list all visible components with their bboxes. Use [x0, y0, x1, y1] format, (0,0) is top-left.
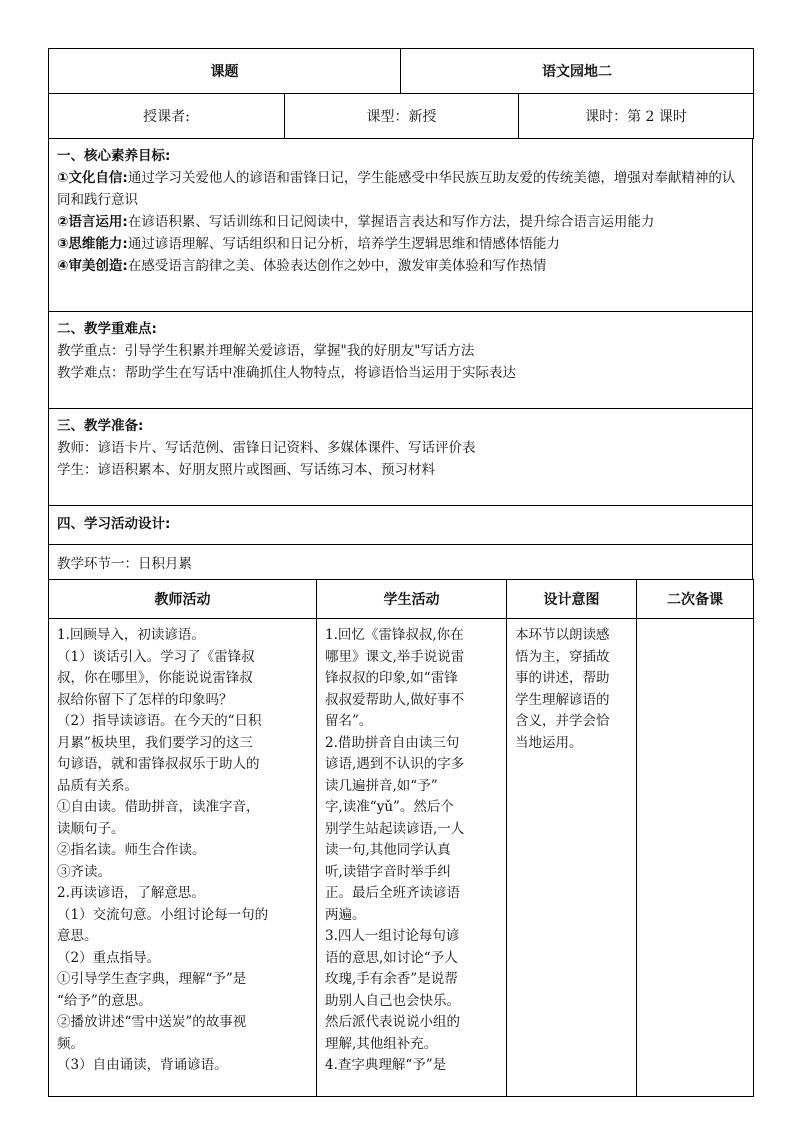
text-line: ①自由读。借助拼音，读准字音， [57, 799, 260, 815]
core-item: ①文化自信:通过学习关爱他人的谚语和雷锋日记，学生能感受中华民族互助友爱的传统美德，增强对奉献精神的认同和践行意识 [57, 170, 736, 208]
text-line: ②指名读。师生合作读。 [57, 842, 206, 858]
text-line: 1.回忆《雷锋叔叔,你在 [325, 627, 464, 643]
text-line: 理解,其他组补充。 [325, 1035, 438, 1052]
activity-table [48, 579, 754, 1097]
text-line: ①引导学生查字典，理解“予”是 [57, 971, 247, 987]
text-line: “给予”的意思。 [57, 992, 152, 1009]
key-point-line: 教学重点：引导学生积累并理解关爱谚语，掌握"我的好朋友"写话方法 [57, 343, 475, 359]
student-activity-text [325, 625, 498, 1077]
text-line: ③齐读。 [57, 863, 111, 880]
student-activity-cell [317, 619, 507, 1097]
design-intent-text [515, 625, 628, 754]
student-prep-line: 学生：谚语积累本、好朋友照片或图画、写话练习本、预习材料 [57, 462, 435, 478]
teacher-activity-cell [49, 619, 317, 1097]
teacher-activity-text [57, 625, 308, 1077]
segment-title: 教学环节一：日积月累 [49, 545, 753, 580]
text-line: ②播放讲述“雪中送炭”的故事视 [57, 1014, 247, 1030]
text-line: 读顺句子。 [57, 820, 125, 837]
text-line: 助别人自己也会快乐。 [325, 992, 460, 1009]
text-line: 悟为主，穿插故 [515, 648, 610, 665]
text-line: 然后派代表说说小组的 [325, 1014, 460, 1030]
teacher-prep-line: 教师：谚语卡片、写话范例、雷锋日记资料、多媒体课件、写话评价表 [57, 440, 476, 456]
text-line: 读几遍拼音,如“予” [325, 777, 438, 794]
text-line: 2.再读谚语，了解意思。 [57, 885, 205, 901]
lesson-plan [48, 48, 753, 1097]
text-line: 学生理解谚语的 [515, 691, 610, 708]
core-literacy-section [49, 139, 753, 312]
design-intent-cell [507, 619, 637, 1097]
text-line: 别学生站起读谚语,一人 [325, 820, 465, 837]
second-prep-header: 二次备课 [637, 580, 754, 619]
core-item: ④审美创造:在感受语言韵律之美、体验表达创作之妙中，激发审美体验和写作热情 [57, 258, 547, 274]
text-line: （2）指导读谚语。在今天的“日积 [57, 713, 262, 729]
second-prep-cell [637, 619, 754, 1097]
text-line: 含义，并学会恰 [515, 713, 610, 729]
text-line: 品质有关系。 [57, 777, 138, 794]
text-line: 正。最后全班齐读谚语 [325, 885, 460, 901]
key-points-title: 二、教学重难点: [57, 321, 157, 337]
student-activity-header: 学生活动 [317, 580, 507, 619]
text-line: 本环节以朗读感 [515, 627, 610, 643]
text-line: 频。 [57, 1035, 84, 1052]
difficult-point-line: 教学难点：帮助学生在写话中准确抓住人物特点，将谚语恰当运用于实际表达 [57, 365, 516, 381]
lesson-type: 课型：新授 [285, 94, 519, 139]
text-line: 留名”。 [325, 713, 373, 729]
text-line: （1）谈话引入。学习了《雷锋叔 [57, 648, 255, 665]
design-intent-header: 设计意图 [507, 580, 637, 619]
preparation-section [49, 409, 753, 506]
text-line: 意思。 [57, 928, 98, 944]
text-line: 2.借助拼音自由读三句 [325, 734, 460, 751]
text-line: 锋叔叔的印象,如“雷锋 [325, 670, 458, 686]
text-line: 事的讲述，帮助 [515, 670, 610, 686]
text-line: 字,读准“yǔ”。然后个 [325, 799, 454, 815]
design-section [49, 506, 753, 545]
text-line: 4.查字典理解“予”是 [325, 1057, 447, 1073]
preparation-title: 三、教学准备: [57, 418, 144, 434]
text-line: 听,读错字音时举手纠 [325, 863, 451, 880]
core-item: ②语言运用:在谚语积累、写话训练和日记阅读中，掌握语言表达和写作方法，提升综合语言运用能力 [57, 214, 655, 230]
text-line: 当地运用。 [515, 734, 583, 751]
topic-label: 课题 [49, 49, 401, 94]
sections-table [48, 138, 753, 580]
lesson-hours: 课时：第 2 课时 [519, 94, 754, 139]
text-line: 哪里》课文,举手说说雷 [325, 648, 465, 665]
text-line: （1）交流句意。小组讨论每一句的 [57, 906, 269, 923]
text-line: 1.回顾导入，初读谚语。 [57, 627, 205, 643]
text-line: 两遍。 [325, 906, 366, 923]
text-line: 谚语,遇到不认识的字多 [325, 756, 465, 772]
teacher-label: 授课者: [49, 94, 285, 139]
text-line: 月累”板块里，我们要学习的这三 [57, 734, 253, 751]
core-literacy-title: 一、核心素养目标: [57, 148, 171, 164]
text-line: 3.四人一组讨论每句谚 [325, 928, 460, 944]
text-line: 句谚语，就和雷锋叔叔乐于助人的 [57, 756, 260, 772]
design-title: 四、学习活动设计: [57, 516, 171, 532]
text-line: 玫瑰,手有余香”是说帮 [325, 971, 458, 987]
text-line: （3）自由诵读，背诵谚语。 [57, 1057, 228, 1073]
text-line: 语的意思,如讨论“予人 [325, 949, 458, 966]
teacher-activity-header: 教师活动 [49, 580, 317, 619]
core-item: ③思维能力:通过谚语理解、写话组织和日记分析，培养学生逻辑思维和情感体悟能力 [57, 236, 560, 252]
key-points-section [49, 312, 753, 409]
text-line: 叔叔爱帮助人,做好事不 [325, 691, 465, 708]
text-line: 叔给你留下了怎样的印象吗？ [57, 691, 233, 708]
text-line: （2）重点指导。 [57, 949, 161, 966]
topic-value: 语文园地二 [401, 49, 754, 94]
text-line: 读一句,其他同学认真 [325, 842, 451, 858]
text-line: 叔，你在哪里》，你能说说雷锋叔 [57, 670, 253, 686]
header-table [48, 48, 754, 139]
